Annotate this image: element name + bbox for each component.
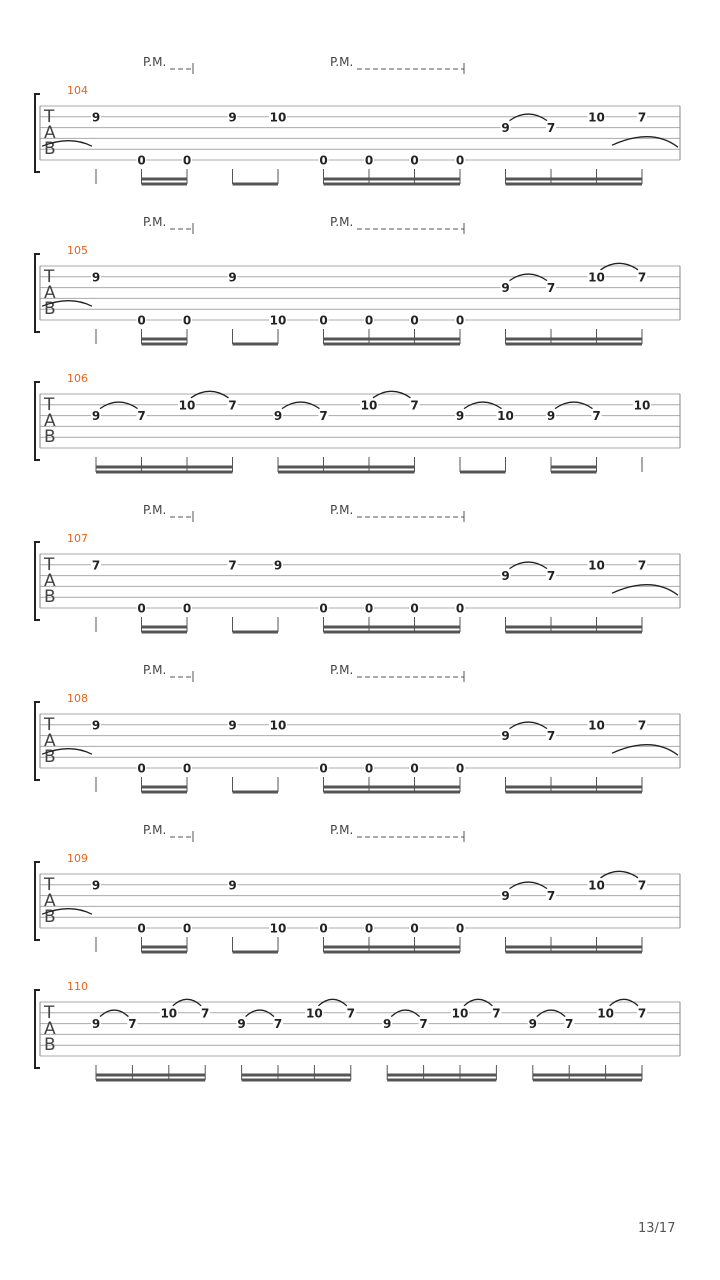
tab-letter: B [44, 1035, 56, 1055]
tab-letter: B [44, 139, 56, 159]
fret-number: 10 [269, 110, 287, 125]
fret-number: 7 [346, 1006, 355, 1021]
fret-number: 7 [91, 558, 101, 573]
fret-number: 7 [273, 1017, 283, 1032]
tab-letter: B [44, 299, 56, 319]
fret-number: 10 [306, 1006, 323, 1021]
fret-number: 0 [319, 601, 328, 616]
fret-number: 0 [137, 313, 146, 328]
tab-letter: T [44, 875, 55, 895]
fret-number: 9 [528, 1017, 537, 1032]
fret-number: 0 [319, 153, 328, 168]
fret-number: 0 [182, 761, 192, 776]
system-bracket [35, 254, 40, 332]
slur [510, 562, 548, 569]
tab-system-104 [35, 55, 680, 184]
slur [173, 999, 201, 1006]
fret-number: 9 [228, 270, 237, 285]
page-number: 13/17 [638, 1221, 676, 1236]
tab-letter: B [44, 427, 56, 447]
fret-number: 0 [455, 313, 465, 328]
tab-letter: T [44, 107, 55, 127]
fret-number: 0 [410, 761, 419, 776]
fret-number: 0 [137, 921, 146, 936]
fret-number: 0 [137, 761, 146, 776]
fret-number: 7 [546, 121, 556, 136]
system-bracket [35, 990, 40, 1068]
fret-number: 7 [137, 409, 146, 424]
slur [464, 999, 492, 1006]
fret-number: 7 [419, 1017, 428, 1032]
tab-letter: T [44, 267, 55, 287]
slur [391, 1010, 419, 1017]
tab-letter: T [44, 715, 55, 735]
palm-mute-label: P.M. [330, 215, 354, 229]
palm-mute-label: P.M. [143, 663, 167, 677]
tab-letter: A [44, 731, 56, 751]
fret-number: 0 [182, 313, 192, 328]
tab-system-108 [35, 663, 680, 792]
fret-number: 0 [364, 921, 374, 936]
system-bracket [35, 382, 40, 460]
slur [100, 1010, 128, 1017]
fret-number: 7 [546, 281, 556, 296]
fret-number: 10 [269, 921, 287, 936]
fret-number: 9 [273, 409, 283, 424]
fret-number: 9 [383, 1017, 392, 1032]
fret-number: 0 [455, 153, 465, 168]
slur [601, 871, 639, 878]
fret-number: 7 [492, 1006, 501, 1021]
fret-number: 10 [269, 718, 287, 733]
fret-number: 10 [588, 558, 605, 573]
tab-letter: B [44, 907, 56, 927]
palm-mute-label: P.M. [330, 663, 354, 677]
fret-number: 7 [637, 718, 647, 733]
fret-number: 9 [91, 718, 101, 733]
measure-number: 104 [67, 84, 88, 97]
tab-letter: A [44, 891, 56, 911]
fret-number: 0 [364, 313, 374, 328]
fret-number: 10 [588, 110, 605, 125]
fret-number: 0 [364, 761, 374, 776]
slur [601, 263, 639, 270]
tab-letter: B [44, 747, 56, 767]
slur [246, 1010, 274, 1017]
tab-system-107 [35, 503, 680, 632]
tab-system-106 [35, 372, 680, 472]
fret-number: 10 [597, 1006, 614, 1021]
palm-mute-label: P.M. [330, 503, 354, 517]
fret-number: 9 [501, 889, 510, 904]
slur [510, 882, 548, 889]
fret-number: 0 [410, 153, 419, 168]
fret-number: 9 [501, 121, 510, 136]
fret-number: 7 [128, 1017, 137, 1032]
fret-number: 0 [410, 601, 419, 616]
palm-mute-label: P.M. [330, 823, 354, 837]
fret-number: 0 [182, 921, 192, 936]
fret-number: 0 [455, 601, 465, 616]
fret-number: 10 [633, 398, 651, 413]
tab-system-109 [35, 823, 680, 952]
fret-number: 7 [319, 409, 328, 424]
slur [510, 722, 548, 729]
slur [464, 402, 502, 409]
measure-number: 107 [67, 532, 88, 545]
fret-number: 10 [178, 398, 196, 413]
palm-mute-label: P.M. [330, 55, 354, 69]
fret-number: 0 [137, 601, 146, 616]
fret-number: 10 [588, 718, 605, 733]
slur [510, 114, 548, 121]
system-bracket [35, 862, 40, 940]
fret-number: 9 [273, 558, 283, 573]
fret-number: 7 [637, 558, 647, 573]
tab-letter: T [44, 555, 55, 575]
fret-number: 0 [364, 601, 374, 616]
fret-number: 0 [410, 313, 419, 328]
slur [191, 391, 229, 398]
measure-number: 110 [67, 980, 88, 993]
tab-letter: A [44, 411, 56, 431]
fret-number: 7 [410, 398, 419, 413]
fret-number: 9 [91, 878, 101, 893]
tab-letter: A [44, 571, 56, 591]
fret-number: 10 [588, 270, 605, 285]
fret-number: 7 [201, 1006, 210, 1021]
fret-number: 9 [228, 110, 237, 125]
slur [100, 402, 138, 409]
fret-number: 9 [91, 409, 101, 424]
fret-number: 0 [182, 153, 192, 168]
fret-number: 10 [160, 1006, 178, 1021]
slur [555, 402, 593, 409]
fret-number: 7 [637, 110, 647, 125]
fret-number: 7 [228, 558, 237, 573]
palm-mute-label: P.M. [143, 215, 167, 229]
fret-number: 0 [455, 921, 465, 936]
fret-number: 10 [451, 1006, 469, 1021]
system-bracket [35, 702, 40, 780]
slur [373, 391, 411, 398]
fret-number: 9 [546, 409, 556, 424]
tab-system-110 [35, 980, 680, 1080]
fret-number: 9 [91, 1017, 101, 1032]
measure-number: 105 [67, 244, 88, 257]
fret-number: 7 [565, 1017, 574, 1032]
fret-number: 0 [182, 601, 192, 616]
palm-mute-label: P.M. [143, 823, 167, 837]
fret-number: 9 [91, 110, 101, 125]
slur [537, 1010, 565, 1017]
measure-number: 106 [67, 372, 88, 385]
system-bracket [35, 542, 40, 620]
tab-letter: T [44, 1003, 55, 1023]
fret-number: 0 [455, 761, 465, 776]
fret-number: 7 [637, 878, 647, 893]
fret-number: 10 [360, 398, 378, 413]
system-bracket [35, 94, 40, 172]
fret-number: 7 [546, 889, 556, 904]
fret-number: 9 [237, 1017, 246, 1032]
palm-mute-label: P.M. [143, 503, 167, 517]
fret-number: 9 [501, 729, 510, 744]
slur [610, 999, 638, 1006]
fret-number: 9 [455, 409, 465, 424]
fret-number: 7 [546, 729, 556, 744]
fret-number: 0 [319, 921, 328, 936]
fret-number: 9 [501, 281, 510, 296]
fret-number: 9 [228, 718, 237, 733]
slur [282, 402, 320, 409]
fret-number: 0 [137, 153, 146, 168]
fret-number: 9 [228, 878, 237, 893]
fret-number: 7 [228, 398, 237, 413]
fret-number: 0 [410, 921, 419, 936]
tab-letter: B [44, 587, 56, 607]
measure-number: 109 [67, 852, 88, 865]
tab-system-105 [35, 215, 680, 344]
fret-number: 7 [546, 569, 556, 584]
fret-number: 0 [364, 153, 374, 168]
fret-number: 7 [637, 1006, 647, 1021]
fret-number: 7 [637, 270, 647, 285]
fret-number: 9 [501, 569, 510, 584]
tab-letter: A [44, 123, 56, 143]
fret-number: 10 [588, 878, 605, 893]
tab-letter: A [44, 283, 56, 303]
fret-number: 0 [319, 761, 328, 776]
slur [510, 274, 548, 281]
slur [318, 999, 346, 1006]
palm-mute-label: P.M. [143, 55, 167, 69]
fret-number: 10 [497, 409, 514, 424]
fret-number: 7 [592, 409, 601, 424]
fret-number: 9 [91, 270, 101, 285]
fret-number: 0 [319, 313, 328, 328]
tab-letter: A [44, 1019, 56, 1039]
tab-letter: T [44, 395, 55, 415]
measure-number: 108 [67, 692, 88, 705]
fret-number: 10 [269, 313, 287, 328]
